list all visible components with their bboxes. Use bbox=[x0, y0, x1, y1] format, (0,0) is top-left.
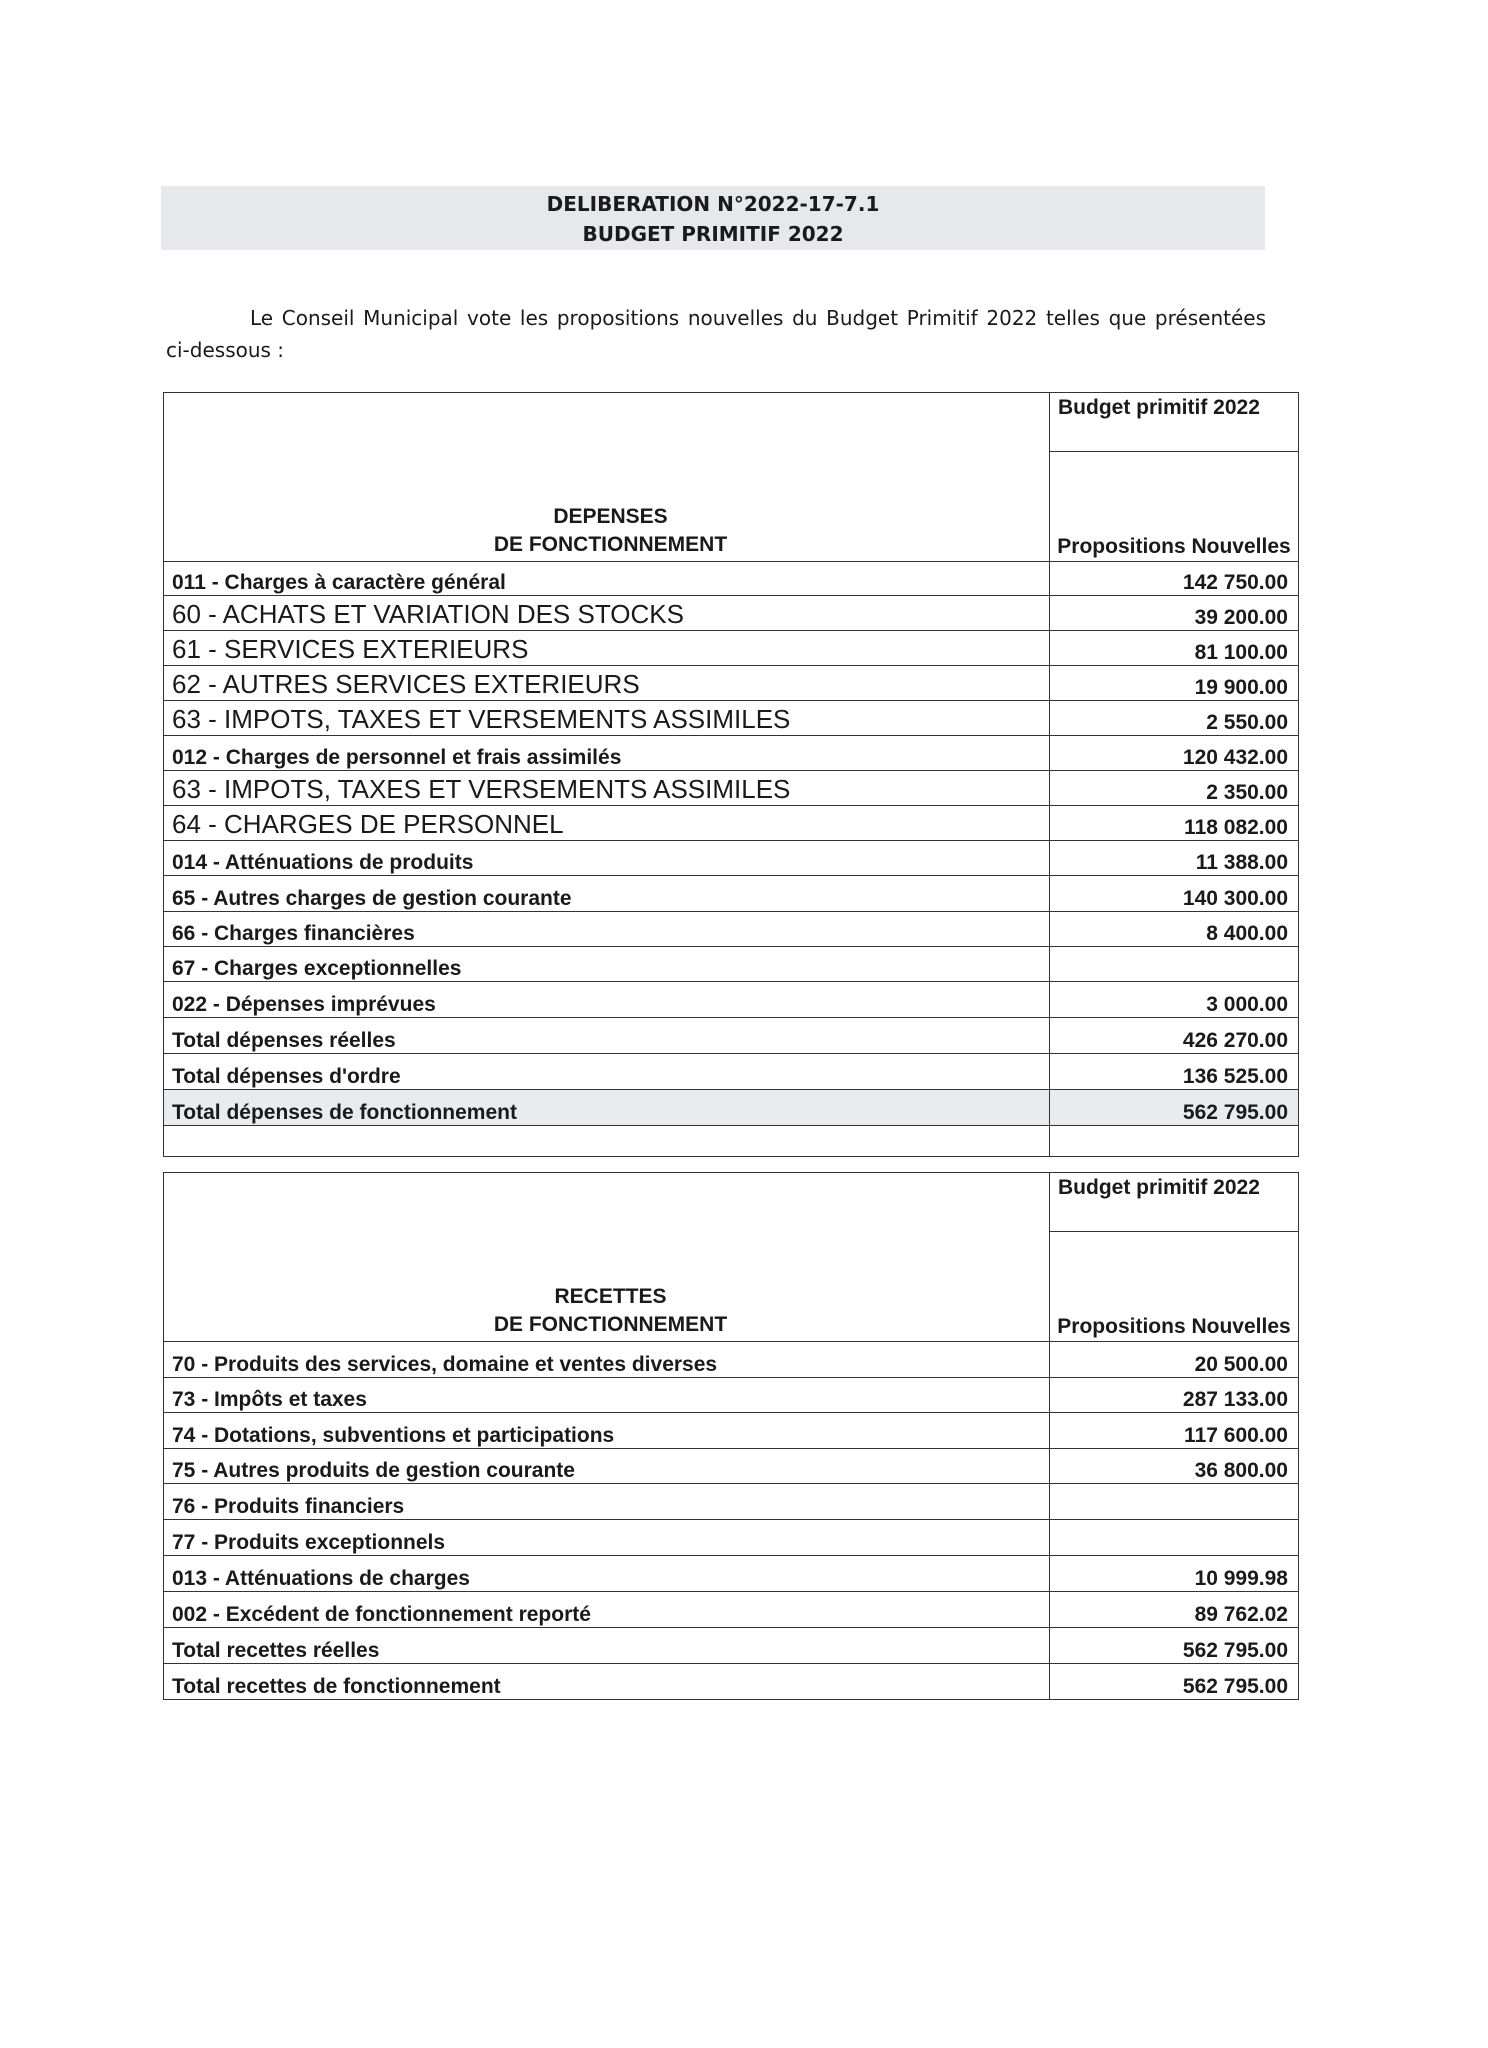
recettes-row-label: 70 - Produits des services, domaine et ventes diverses bbox=[164, 1342, 1050, 1378]
depenses-row-label: 63 - IMPOTS, TAXES ET VERSEMENTS ASSIMILES bbox=[164, 701, 1050, 736]
document-title bbox=[161, 186, 1265, 250]
depenses-row-value: 39 200.00 bbox=[1050, 596, 1299, 631]
depenses-row-value: 120 432.00 bbox=[1050, 736, 1299, 771]
depenses-row-value: 81 100.00 bbox=[1050, 631, 1299, 666]
depenses-row-label: Total dépenses d'ordre bbox=[164, 1054, 1050, 1090]
recettes-section-line2: DE FONCTIONNEMENT bbox=[493, 1313, 728, 1336]
recettes-row-label: 002 - Excédent de fonctionnement reporté bbox=[164, 1592, 1050, 1628]
recettes-row-value bbox=[1050, 1484, 1299, 1520]
depenses-row-value: 142 750.00 bbox=[1050, 562, 1299, 596]
recettes-row-value: 10 999.98 bbox=[1050, 1556, 1299, 1592]
recettes-row-label: 75 - Autres produits de gestion courante bbox=[164, 1449, 1050, 1484]
recettes-row-value bbox=[1050, 1520, 1299, 1556]
recettes-row-label: 73 - Impôts et taxes bbox=[164, 1378, 1050, 1413]
recettes-row-label: 013 - Atténuations de charges bbox=[164, 1556, 1050, 1592]
depenses-row-value: 136 525.00 bbox=[1050, 1054, 1299, 1090]
depenses-row-value: 2 550.00 bbox=[1050, 701, 1299, 736]
recettes-section-line1: RECETTES bbox=[554, 1285, 667, 1308]
spacer-cell bbox=[1050, 1126, 1299, 1157]
recettes-propositions-header: Propositions Nouvelles bbox=[1050, 1232, 1299, 1342]
depenses-row-label: 67 - Charges exceptionnelles bbox=[164, 947, 1050, 982]
recettes-row-label: Total recettes réelles bbox=[164, 1628, 1050, 1664]
depenses-row-label: 011 - Charges à caractère général bbox=[164, 562, 1050, 596]
recettes-row-value: 20 500.00 bbox=[1050, 1342, 1299, 1378]
depenses-row-label: 64 - CHARGES DE PERSONNEL bbox=[164, 806, 1050, 841]
spacer-cell bbox=[164, 1126, 1050, 1157]
depenses-section-header bbox=[164, 393, 1050, 562]
depenses-row-value bbox=[1050, 947, 1299, 982]
recettes-row-value: 36 800.00 bbox=[1050, 1449, 1299, 1484]
recettes-row-value: 562 795.00 bbox=[1050, 1628, 1299, 1664]
depenses-table bbox=[163, 392, 1299, 1157]
recettes-row-value: 89 762.02 bbox=[1050, 1592, 1299, 1628]
recettes-section-header bbox=[164, 1173, 1050, 1342]
recettes-row-value: 287 133.00 bbox=[1050, 1378, 1299, 1413]
depenses-section-line1: DEPENSES bbox=[553, 505, 668, 528]
recettes-row-value: 117 600.00 bbox=[1050, 1413, 1299, 1449]
recettes-total-value: 562 795.00 bbox=[1050, 1664, 1299, 1700]
depenses-row-label: 63 - IMPOTS, TAXES ET VERSEMENTS ASSIMILES bbox=[164, 771, 1050, 806]
recettes-row-label: 74 - Dotations, subventions et participations bbox=[164, 1413, 1050, 1449]
depenses-row-value: 19 900.00 bbox=[1050, 666, 1299, 701]
depenses-row-label: 65 - Autres charges de gestion courante bbox=[164, 876, 1050, 912]
recettes-total-label: Total recettes de fonctionnement bbox=[164, 1664, 1050, 1700]
depenses-budget-header: Budget primitif 2022 bbox=[1050, 393, 1299, 452]
budget-title: BUDGET PRIMITIF 2022 bbox=[582, 222, 844, 246]
depenses-row-value: 3 000.00 bbox=[1050, 982, 1299, 1018]
depenses-row-label: 61 - SERVICES EXTERIEURS bbox=[164, 631, 1050, 666]
deliberation-number: DELIBERATION N°2022-17-7.1 bbox=[546, 192, 880, 216]
depenses-row-label: 60 - ACHATS ET VARIATION DES STOCKS bbox=[164, 596, 1050, 631]
depenses-row-value: 118 082.00 bbox=[1050, 806, 1299, 841]
depenses-row-value: 2 350.00 bbox=[1050, 771, 1299, 806]
intro-paragraph: Le Conseil Municipal vote les propositions nouvelles du Budget Primitif 2022 telles que présentées ci-dessous : bbox=[166, 306, 1266, 362]
depenses-row-value: 426 270.00 bbox=[1050, 1018, 1299, 1054]
depenses-row-label: Total dépenses réelles bbox=[164, 1018, 1050, 1054]
depenses-section-line2: DE FONCTIONNEMENT bbox=[493, 533, 728, 556]
recettes-table bbox=[163, 1172, 1299, 1700]
recettes-row-label: 77 - Produits exceptionnels bbox=[164, 1520, 1050, 1556]
recettes-row-label: 76 - Produits financiers bbox=[164, 1484, 1050, 1520]
depenses-row-label: 014 - Atténuations de produits bbox=[164, 841, 1050, 876]
depenses-propositions-header: Propositions Nouvelles bbox=[1050, 452, 1299, 562]
depenses-row-value: 11 388.00 bbox=[1050, 841, 1299, 876]
depenses-total-value: 562 795.00 bbox=[1050, 1090, 1299, 1126]
depenses-row-label: 66 - Charges financières bbox=[164, 912, 1050, 947]
depenses-row-label: 022 - Dépenses imprévues bbox=[164, 982, 1050, 1018]
depenses-total-label: Total dépenses de fonctionnement bbox=[164, 1090, 1050, 1126]
depenses-row-label: 012 - Charges de personnel et frais assimilés bbox=[164, 736, 1050, 771]
depenses-row-value: 8 400.00 bbox=[1050, 912, 1299, 947]
depenses-row-value: 140 300.00 bbox=[1050, 876, 1299, 912]
recettes-budget-header: Budget primitif 2022 bbox=[1050, 1173, 1299, 1232]
depenses-row-label: 62 - AUTRES SERVICES EXTERIEURS bbox=[164, 666, 1050, 701]
